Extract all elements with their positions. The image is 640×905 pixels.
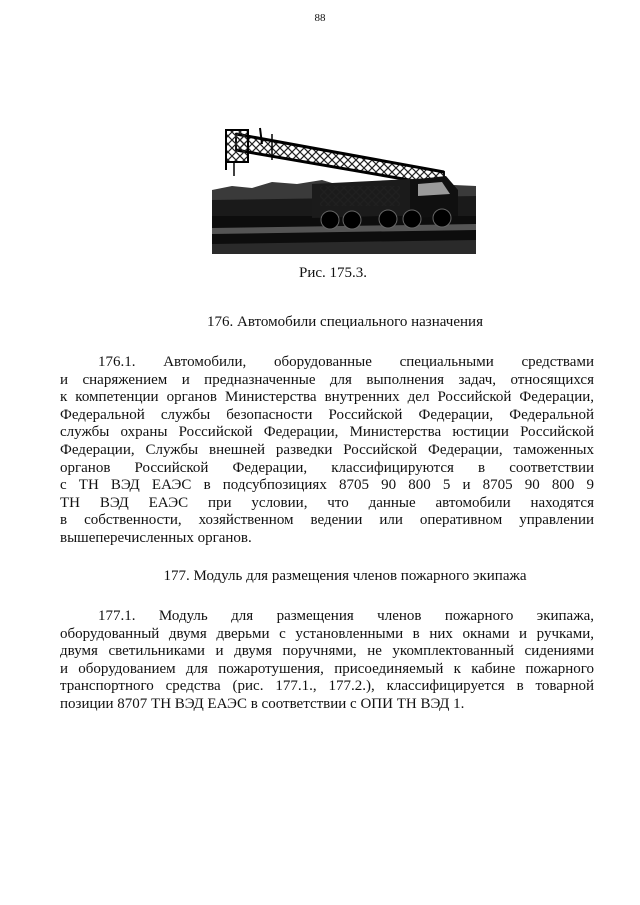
paragraph-line: Федерации, Службы внешней разведки Российской Федерации, таможенных xyxy=(60,441,594,458)
section-176-paragraph xyxy=(60,354,594,548)
paragraph-line: Федеральной службы безопасности Российской Федерации, Федеральной xyxy=(60,406,594,423)
paragraph-line: ТН ВЭД ЕАЭС при условии, что данные автомобили находятся xyxy=(60,494,594,511)
paragraph-line: позиции 8707 ТН ВЭД ЕАЭС в соответствии с ОПИ ТН ВЭД 1. xyxy=(60,695,465,712)
paragraph-line: 176.1. Автомобили, оборудованные специальными средствами xyxy=(98,354,594,370)
truck-crane-photo xyxy=(212,120,476,254)
figure-caption: Рис. 175.3. xyxy=(298,265,368,281)
paragraph-line: и оборудованием для пожаротушения, присоединяемый к кабине пожарного xyxy=(60,660,594,677)
paragraph-line: 177.1. Модуль для размещения членов пожарного экипажа, xyxy=(98,608,594,624)
paragraph-line: службы охраны Российской Федерации, Министерства юстиции Российской xyxy=(60,424,594,441)
paragraph-line: органов Российской Федерации, классифицируются в соответствии xyxy=(60,459,594,476)
paragraph-line: двумя светильниками и двумя поручнями, не укомплектованный сидениями xyxy=(60,643,594,660)
paragraph-line: к компетенции органов Министерства внутренних дел Российской Федерации, xyxy=(60,389,594,406)
section-176-heading: 176. Автомобили специального назначения xyxy=(207,314,483,330)
paragraph-line: и снаряжением и предназначенные для выполнения задач, относящихся xyxy=(60,371,594,388)
paragraph-line: оборудованный двумя дверьми с установленными в них окнами и ручками, xyxy=(60,625,594,642)
section-177-heading: 177. Модуль для размещения членов пожарного экипажа xyxy=(163,568,527,584)
paragraph-line: вышеперечисленных органов. xyxy=(60,529,252,546)
section-177-paragraph xyxy=(60,608,594,714)
paragraph-line: транспортного средства (рис. 177.1., 177.2.), классифицируется в товарной xyxy=(60,678,594,695)
page-number: 88 xyxy=(314,12,326,24)
paragraph-line: в собственности, хозяйственном ведении или оперативном управлении xyxy=(60,512,594,529)
paragraph-line: с ТН ВЭД ЕАЭС в подсубпозициях 8705 90 800 5 и 8705 90 800 9 xyxy=(60,477,594,494)
